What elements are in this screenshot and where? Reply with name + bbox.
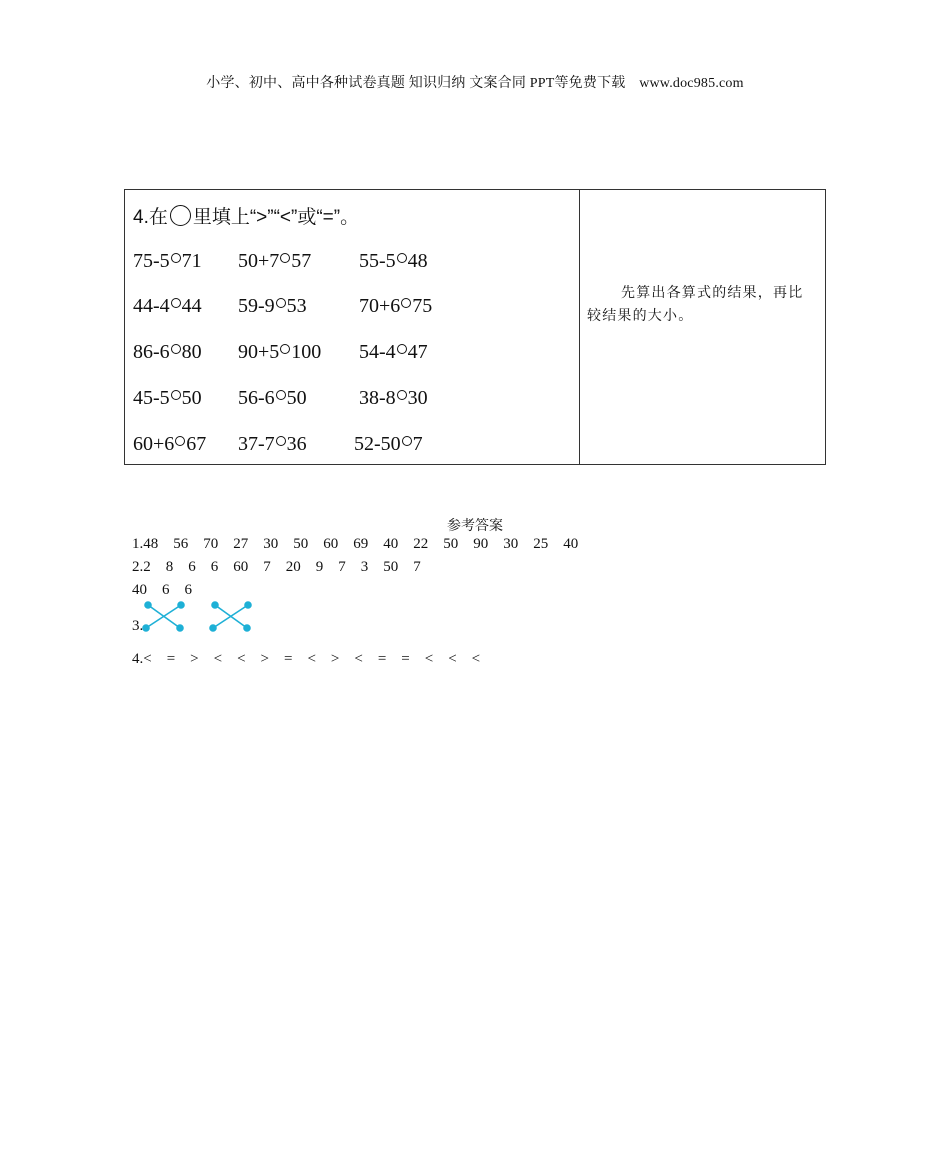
match-dot xyxy=(177,625,183,631)
answer-circle-icon[interactable] xyxy=(171,298,181,308)
answer-circle-icon[interactable] xyxy=(280,344,290,354)
expression: 55-5 48 xyxy=(359,250,428,272)
answer-circle-icon[interactable] xyxy=(175,436,185,446)
answer-circle-icon[interactable] xyxy=(276,436,286,446)
answer-line-4-label: 3. xyxy=(132,618,144,634)
page-header xyxy=(0,72,950,92)
expression: 86-6 80 xyxy=(133,341,202,363)
expression: 54-4 47 xyxy=(359,341,428,363)
header-url[interactable]: www.doc985.com xyxy=(639,76,744,91)
matching-lines-figure xyxy=(140,600,256,636)
table-divider xyxy=(579,190,580,464)
answer-circle-icon[interactable] xyxy=(280,253,290,263)
expression: 37-7 36 xyxy=(238,433,307,455)
answer-circle-icon[interactable] xyxy=(397,390,407,400)
title-prefix: 4.在 xyxy=(133,207,168,228)
answer-circle-icon[interactable] xyxy=(276,298,286,308)
answer-circle-icon[interactable] xyxy=(171,390,181,400)
expression: 45-5 50 xyxy=(133,387,202,409)
expression: 52-50 7 xyxy=(354,433,423,455)
question-table xyxy=(124,189,826,465)
expression: 75-5 71 xyxy=(133,250,202,272)
answer-circle-icon[interactable] xyxy=(171,253,181,263)
match-dot xyxy=(143,625,149,631)
answer-circle-icon[interactable] xyxy=(171,344,181,354)
match-dot xyxy=(210,625,216,631)
expression: 70+6 75 xyxy=(359,295,433,317)
match-dot xyxy=(245,602,251,608)
match-dot xyxy=(145,602,151,608)
expression: 56-6 50 xyxy=(238,387,307,409)
match-dot xyxy=(244,625,250,631)
matching-cross-2 xyxy=(210,602,251,631)
answer-circle-icon[interactable] xyxy=(397,253,407,263)
match-dot xyxy=(212,602,218,608)
hint-text: 先算出各算式的结果，再比较结果的大小。 xyxy=(587,285,804,324)
answer-circle-icon[interactable] xyxy=(401,298,411,308)
answer-line-3: 40 6 6 xyxy=(132,582,192,598)
expression: 59-9 53 xyxy=(238,295,307,317)
answer-circle-icon[interactable] xyxy=(402,436,412,446)
circle-icon xyxy=(170,205,191,226)
answer-title: 参考答案 xyxy=(447,518,503,534)
hint-cell xyxy=(587,282,817,328)
answer-circle-icon[interactable] xyxy=(397,344,407,354)
answer-line-1: 1.48 56 70 27 30 50 60 69 40 22 50 90 30 25 40 xyxy=(132,536,579,552)
question-cell xyxy=(125,190,579,464)
header-text: 小学、初中、高中各种试卷真题 知识归纳 文案合同 PPT等免费下载 xyxy=(206,76,626,91)
expression: 50+7 57 xyxy=(238,250,312,272)
question-title xyxy=(133,202,359,229)
expression: 44-4 44 xyxy=(133,295,202,317)
expression: 90+5 100 xyxy=(238,341,322,363)
expression: 38-8 30 xyxy=(359,387,428,409)
matching-cross-1 xyxy=(143,602,184,631)
expression: 60+6 67 xyxy=(133,433,207,455)
answer-circle-icon[interactable] xyxy=(276,390,286,400)
title-suffix: 里填上“>”“<”或“=”。 xyxy=(192,207,360,228)
answer-line-2: 2.2 8 6 6 60 7 20 9 7 3 50 7 xyxy=(132,559,421,575)
match-dot xyxy=(178,602,184,608)
answer-line-5: 4.< = > < < > = < > < = = < < < xyxy=(132,651,481,667)
